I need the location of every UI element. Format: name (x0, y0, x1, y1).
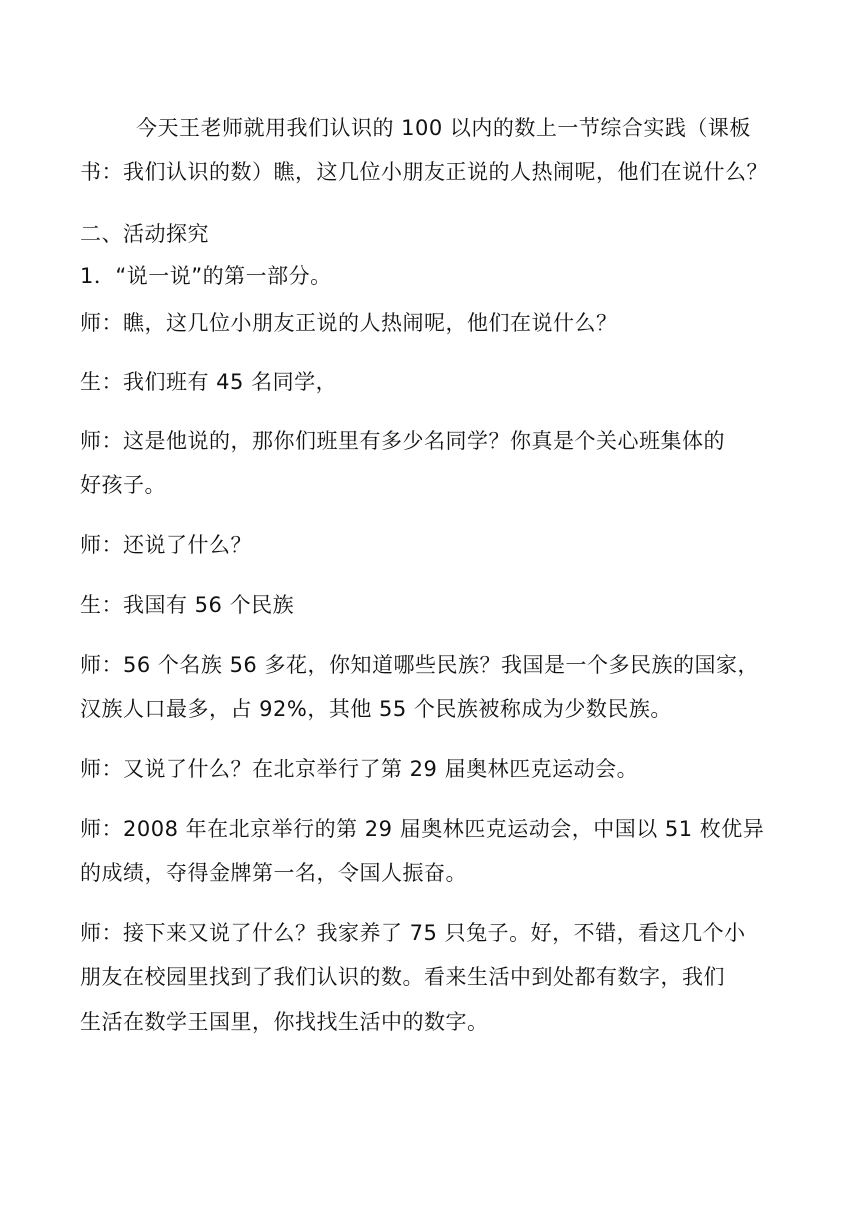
dialogue-line-12: 师：接下来又说了什么？我家养了 75 只兔子。好，不错，看这几个小 (80, 921, 746, 945)
dialogue-line-6: 生：我国有 56 个民族 (80, 593, 295, 617)
dialogue-line-11: 的成绩，夺得金牌第一名，令国人振奋。 (80, 861, 467, 885)
dialogue-line-4: 好孩子。 (80, 473, 166, 497)
intro-line-2: 书：我们认识的数）瞧，这几位小朋友正说的人热闹呢，他们在说什么？ (80, 160, 768, 184)
dialogue-line-14: 生活在数学王国里，你找找生活中的数字。 (80, 1010, 489, 1034)
dialogue-line-5: 师：还说了什么？ (80, 533, 252, 557)
dialogue-line-10: 师：2008 年在北京举行的第 29 届奥林匹克运动会，中国以 51 枚优异 (80, 817, 765, 841)
section-heading: 二、活动探究 (80, 222, 209, 246)
dialogue-line-3: 师：这是他说的，那你们班里有多少名同学？你真是个关心班集体的 (80, 429, 725, 453)
dialogue-line-7: 师：56 个名族 56 多花，你知道哪些民族？我国是一个多民族的国家， (80, 653, 759, 677)
dialogue-line-2: 生：我们班有 45 名同学， (80, 370, 338, 394)
dialogue-line-8: 汉族人口最多，占 92%，其他 55 个民族被称成为少数民族。 (80, 697, 672, 721)
dialogue-line-1: 师：瞧，这几位小朋友正说的人热闹呢，他们在说什么？ (80, 311, 618, 335)
dialogue-line-9: 师：又说了什么？在北京举行了第 29 届奥林匹克运动会。 (80, 757, 639, 781)
subsection-heading: 1．“说一说”的第一部分。 (80, 264, 332, 288)
dialogue-line-13: 朋友在校园里找到了我们认识的数。看来生活中到处都有数字，我们 (80, 965, 725, 989)
intro-line-1: 今天王老师就用我们认识的 100 以内的数上一节综合实践（课板 (136, 116, 751, 140)
